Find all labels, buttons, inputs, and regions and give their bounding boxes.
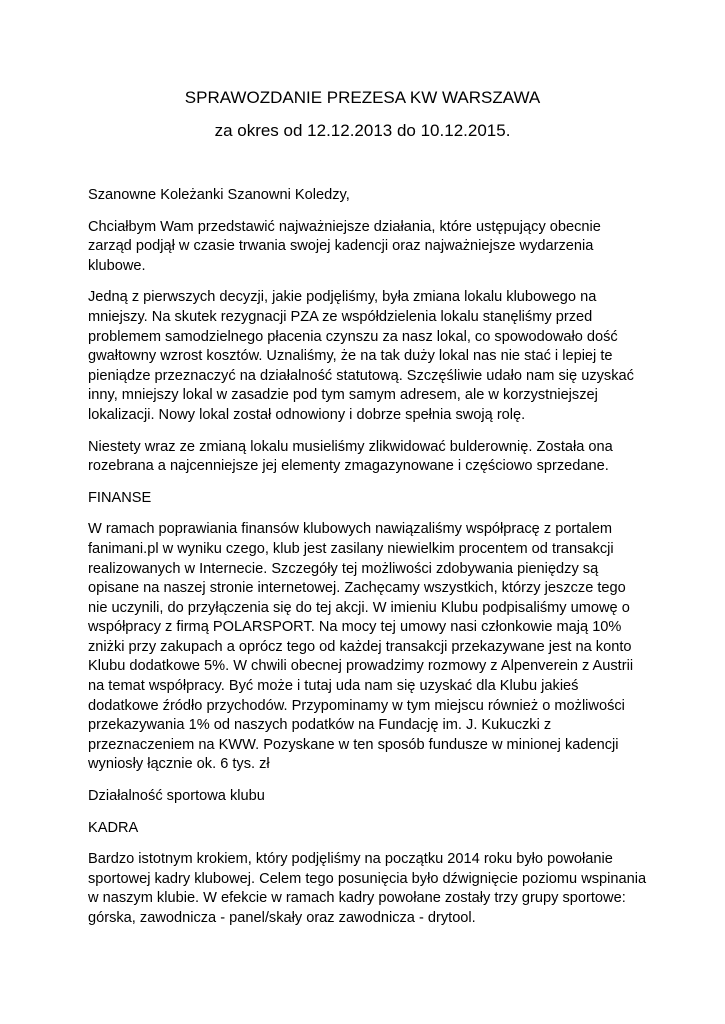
paragraph-bulderownia: Niestety wraz ze zmianą lokalu musieliśmy zlikwidować bulderownię. Została ona rozebrana a najcenniejsze jej elementy zmagazynowane i częściowo sprzedane. bbox=[88, 438, 613, 475]
document-subtitle: za okres od 12.12.2013 do 10.12.2015. bbox=[214, 121, 511, 140]
paragraph-finanse: W ramach poprawiania finansów klubowych nawiązaliśmy współpracę z portalem fanimani.pl w wyniku czego, klub jest zasilany niewielkim procentem od transakcji realizowanych w Internecie. Szczegóły tej możliwości zdobywania pieniędzy są opisane na naszej stronie internetowej. Zachęcamy wszystkich, którzy jeszcze tego nie uczynili, do przyłączenia się do tej akcji. W imieniu Klubu podpisaliśmy umowę o współpracy z firmą POLARSPORT. Na mocy tej umowy nasi członkowie mają 10% zniżki przy zakupach a oprócz tego od każdej transakcji przekazywane jest na konto Klubu dodatkowe 5%. W chwili obecnej prowadzimy rozmowy z Alpenverein z Austrii na temat współpracy. Być może i tutaj uda nam się uzyskać dla Klubu jakieś dodatkowe źródło przychodów. Przypominamy w tym miejscu również o możliwości przekazywania 1% od naszych podatków na Fundację im. J. Kukuczki z przeznaczeniem na KWW. Pozyskane w ten sposób fundusze w minionej kadencji wyniosły łącznie ok. 6 tys. zł bbox=[88, 521, 634, 773]
section-heading-kadra: KADRA bbox=[88, 819, 139, 836]
greeting: Szanowne Koleżanki Szanowni Koledzy, bbox=[88, 187, 350, 203]
section-heading-finanse: FINANSE bbox=[88, 489, 152, 506]
document-body bbox=[88, 186, 648, 941]
section-heading-sport: Działalność sportowa klubu bbox=[88, 788, 265, 805]
document-title: SPRAWOZDANIE PREZESA KW WARSZAWA bbox=[184, 88, 541, 107]
paragraph-intro: Chciałbym Wam przedstawić najważniejsze działania, które ustępujący obecnie zarząd podjął w czasie trwania swojej kadencji oraz najważniejsze wydarzenia klubowe. bbox=[88, 218, 601, 274]
paragraph-kadra: Bardzo istotnym krokiem, który podjęliśmy na początku 2014 roku było powołanie sportowej kadry klubowej. Celem tego posunięcia było dźwignięcie poziomu wspinania w naszym klubie. W efekcie w ramach kadry powołane zostały trzy grupy sportowe: górska, zawodnicza - panel/skały oraz zawodnicza - drytool. bbox=[88, 851, 647, 926]
paragraph-lokal: Jedną z pierwszych decyzji, jakie podjęliśmy, była zmiana lokalu klubowego na mniejszy. Na skutek rezygnacji PZA ze współdzielenia lokalu stanęliśmy przed problemem samodzielnego płacenia czynszu za nasz lokal, co spowodowało dość gwałtowny wzrost kosztów. Uznaliśmy, że na tak duży lokal nas nie stać i lepiej te pieniądze przeznaczyć na działalność statutową. Szczęśliwie udało nam się uzyskać inny, mniejszy lokal w zasadzie pod tym samym adresem, ale w korzystniejszej lokalizacji. Nowy lokal został odnowiony i dobrze spełnia swoją rolę. bbox=[88, 289, 634, 423]
